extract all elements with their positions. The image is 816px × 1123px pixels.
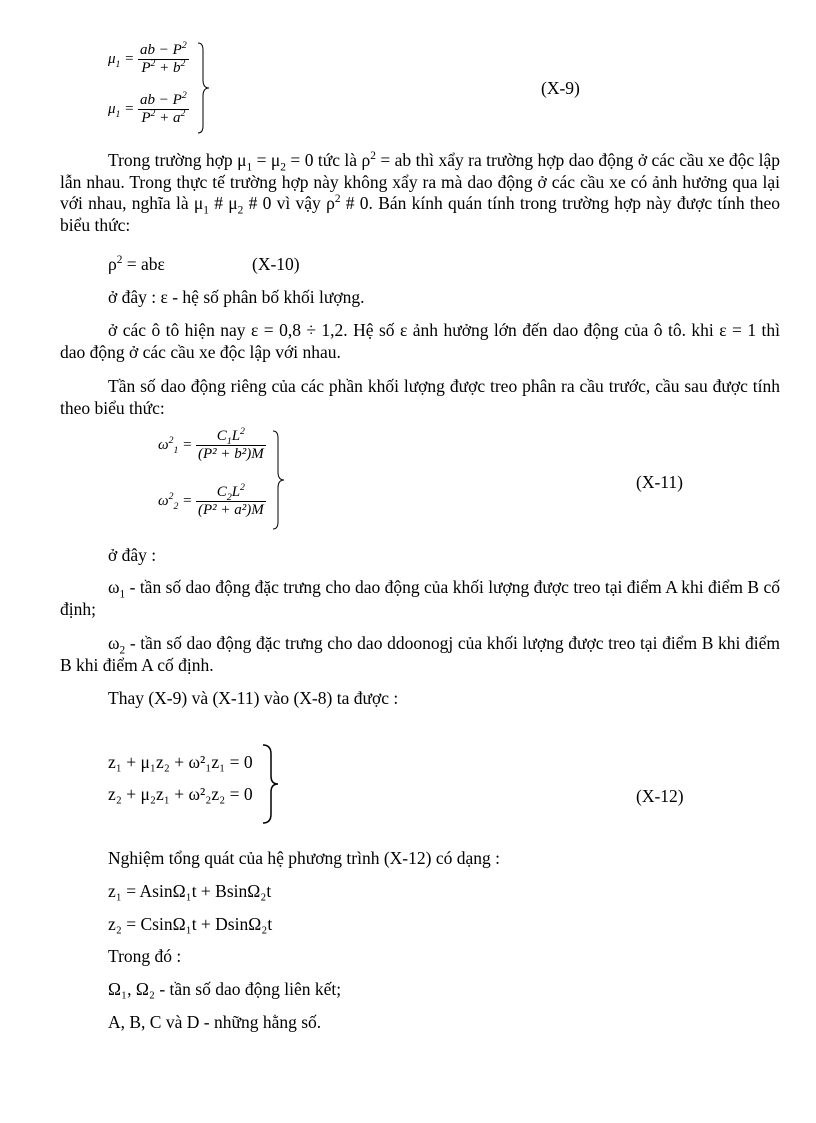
fraction: $\frac{C_2L^2}{\text{(P² + a²)M}}$ [197, 482, 264, 518]
equation-x9-line1: $\mu_1$ = $\frac{ab - P^2}{P^2 + b^2}$ [108, 40, 187, 76]
solution-z2: z₂ = CsinΩ₁t + DsinΩ₂t [108, 914, 273, 934]
fraction: $\frac{C_1L^2}{\text{(P² + b²)M}}$ [197, 426, 264, 462]
brace-x12-icon [262, 744, 280, 824]
equation-x11-line2: $\omega^2_2$ = $\frac{C_2L^2}{\text{(P² + a²)M}}$ [158, 482, 264, 518]
solution-z1: z₁ = AsinΩ₁t + BsinΩ₂t [108, 881, 272, 901]
substitution-line: Thay (X-9) và (X-11) vào (X-8) ta được : [108, 688, 399, 708]
equation-label-x11: (X-11) [636, 472, 683, 492]
fraction: $\frac{ab - P^2}{P^2 + a^2}$ [140, 90, 187, 126]
brace-x9-icon [197, 42, 211, 134]
o-day-label: ở đây : [108, 545, 157, 565]
paragraph-omega2: $\omega_2$ - tần số dao động đặc trưng cho dao ddoonogj của khối lượng được treo tại điểm B khi điểm B khi điểm A cố định. [60, 633, 780, 675]
omega-definition: Ω₁, Ω₂ - tần số dao động liên kết; [108, 979, 342, 999]
equation-x12-line1: z₁ + μ₁z₂ + ω²₁z₁ = 0 [108, 752, 253, 772]
equation-label-x9: (X-9) [541, 78, 580, 98]
paragraph-3: Tần số dao động riêng của các phần khối lượng được treo phân ra cầu trước, cầu sau được tính theo biểu thức: [60, 376, 780, 418]
brace-x11-icon [272, 430, 286, 530]
equation-x12-line2: z₂ + μ₂z₁ + ω²₂z₂ = 0 [108, 784, 253, 804]
fraction: $\frac{ab - P^2}{P^2 + b^2}$ [140, 40, 187, 76]
paragraph-omega1: $\omega_1$ - tần số dao động đặc trưng cho dao động của khối lượng được treo tại điểm A khi điểm B cố định; [60, 577, 780, 619]
epsilon-definition: ở đây : ε - hệ số phân bố khối lượng. [108, 287, 365, 307]
trong-do-label: Trong đó : [108, 946, 182, 966]
equation-x11 [158, 428, 288, 532]
equation-x10: $\rho^2 = ab\varepsilon$ [108, 254, 165, 274]
equation-x11-line1: $\omega^2_1$ = $\frac{C_1L^2}{\text{(P² + b²)M}}$ [158, 426, 264, 462]
paragraph-1: Trong trường hợp $\mu_1 = \mu_2 = 0$ tức là $\rho^2$ = ab thì xẩy ra trường hợp dao động ở các cầu xe độc lập lẫn nhau. Trong thực tế trường hợp này không xẩy ra mà dao động ở các cầu xe có ảnh hưởng qua lại với nhau, nghĩa là $\mu_1$ # $\mu_2$ # 0 vì vậy $\rho^2$ # 0. Bán kính quán tính trong trường hợp này được tính theo biểu thức: [60, 150, 780, 235]
paragraph-2: ở các ô tô hiện nay ε = 0,8 ÷ 1,2. Hệ số ε ảnh hưởng lớn đến dao động của ô tô. khi ε = 1 thì dao động ở các cầu xe độc lập với nhau. [60, 320, 780, 362]
constants-definition: A, B, C và D - những hằng số. [108, 1012, 322, 1032]
equation-label-x10: (X-10) [252, 254, 300, 274]
equation-label-x12: (X-12) [636, 786, 684, 806]
general-solution-line: Nghiệm tổng quát của hệ phương trình (X-12) có dạng : [108, 848, 500, 868]
equation-x9-line2: $\mu_1$ = $\frac{ab - P^2}{P^2 + a^2}$ [108, 90, 187, 126]
